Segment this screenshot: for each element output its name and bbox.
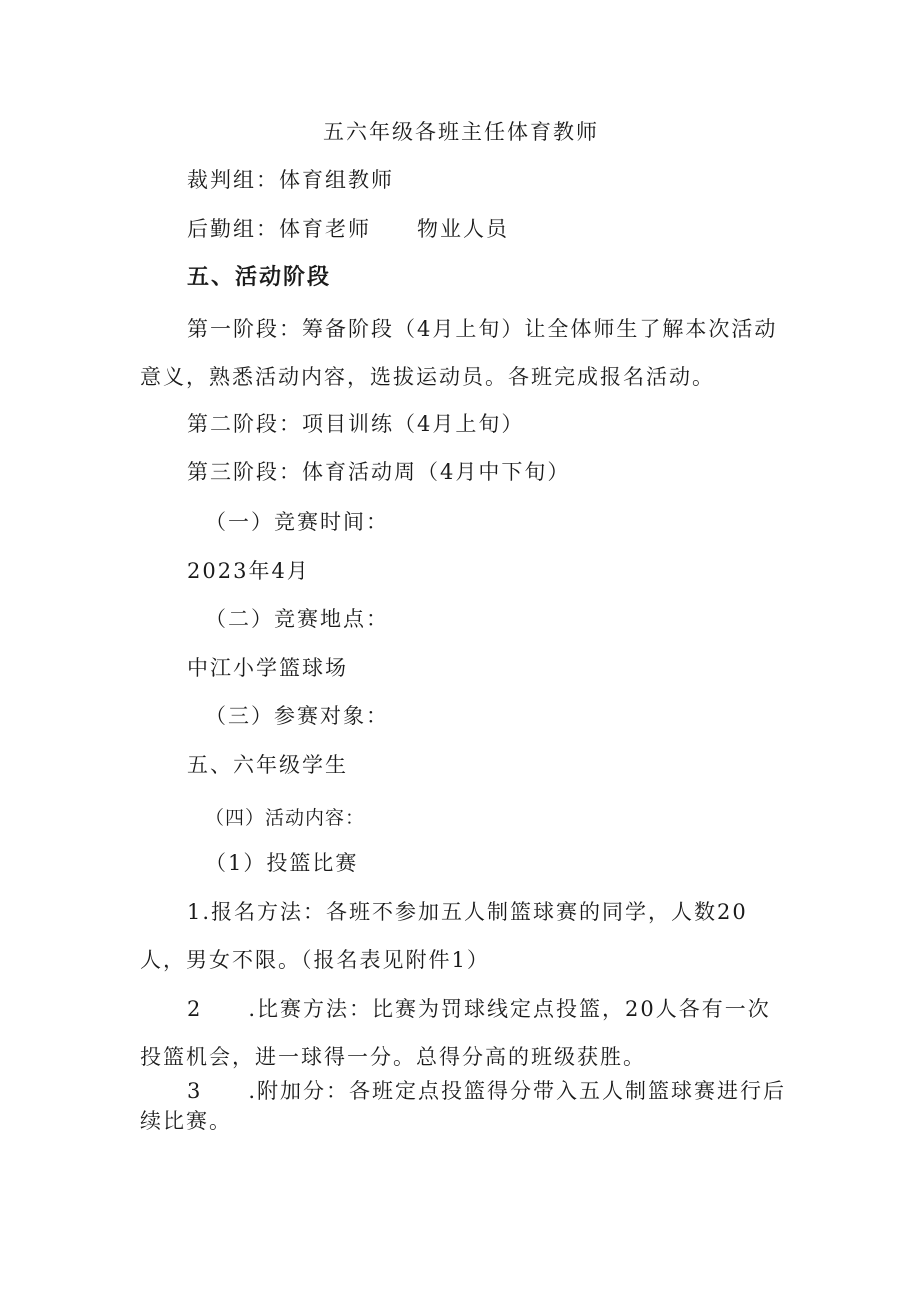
text-line: 人，男女不限。（报名表见附件1）: [140, 948, 490, 972]
text-line: 投篮机会，进一球得一分。总得分高的班级获胜。: [140, 1045, 646, 1069]
text-line: 续比赛。: [140, 1109, 232, 1133]
text-line: 后勤组：体育老师 物业人员: [187, 217, 509, 241]
text-line: 2 .比赛方法：比赛为罚球线定点投篮，20人各有一次: [187, 997, 771, 1021]
text-line: （一）竞赛时间：: [205, 510, 389, 534]
text-line: 五六年级各班主任体育教师: [323, 120, 599, 144]
text-line: （1）投篮比赛: [205, 851, 359, 875]
text-line: 2023年4月: [187, 559, 310, 583]
text-line: 3 .附加分：各班定点投篮得分带入五人制篮球赛进行后: [187, 1079, 787, 1103]
text-line: 第三阶段：体育活动周（4月中下旬）: [187, 460, 571, 484]
text-line: 裁判组：体育组教师: [187, 168, 394, 192]
text-line: 第一阶段：筹备阶段（4月上旬）让全体师生了解本次活动: [187, 317, 778, 341]
text-line: 1.报名方法：各班不参加五人制篮球赛的同学，人数20: [187, 900, 748, 924]
text-line: （四）活动内容：: [205, 807, 366, 829]
section-heading: 五、活动阶段: [187, 265, 332, 290]
text-line: 五、六年级学生: [187, 753, 348, 777]
text-line: 意义，熟悉活动内容，选拔运动员。各班完成报名活动。: [140, 365, 715, 389]
text-line: （三）参赛对象：: [205, 704, 389, 728]
text-line: 第二阶段：项目训练（4月上旬）: [187, 412, 525, 436]
text-line: 中江小学篮球场: [187, 656, 348, 680]
text-line: （二）竞赛地点：: [205, 607, 389, 631]
